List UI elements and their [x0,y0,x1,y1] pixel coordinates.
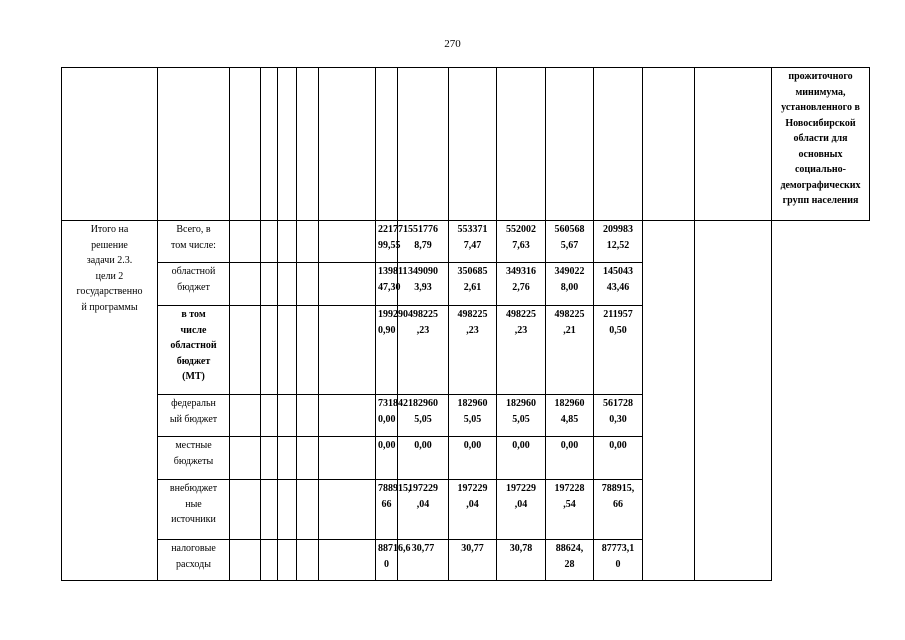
empty-cell [497,68,546,221]
empty-cell [319,437,376,480]
amount-cell: 561728 0,30 [594,395,643,437]
empty-cell [319,540,376,581]
empty-cell [261,68,278,221]
empty-cell [319,221,376,263]
amount-cell: 209983 12,52 [594,221,643,263]
empty-cell [230,263,261,306]
amount-cell: 498225 ,23 [398,306,449,395]
amount-cell: 0,00 [449,437,497,480]
empty-cell [695,221,772,581]
page-number: 270 [444,38,461,50]
empty-cell [319,263,376,306]
empty-cell [319,68,376,221]
empty-cell [297,395,319,437]
amount-cell: 30,77 [398,540,449,581]
empty-cell [278,480,297,540]
empty-cell [297,68,319,221]
table-body [62,68,870,581]
amount-cell: 30,77 [449,540,497,581]
empty-cell [230,395,261,437]
empty-cell [158,68,230,221]
amount-cell: 0,00 [376,437,398,480]
amount-cell: 199290 0,90 [376,306,398,395]
amount-cell: 498225 ,21 [546,306,594,395]
empty-cell [695,68,772,221]
empty-cell [230,480,261,540]
amount-cell: 88716,6 0 [376,540,398,581]
funding-source-cell: внебюджет ные источники [158,480,230,540]
table-row [62,221,870,263]
funding-source-cell: налоговые расходы [158,540,230,581]
empty-cell [62,68,158,221]
amount-cell: 221771 99,55 [376,221,398,263]
amount-cell: 349316 2,76 [497,263,546,306]
amount-cell: 139811 47,30 [376,263,398,306]
empty-cell [278,540,297,581]
amount-cell: 88624, 28 [546,540,594,581]
empty-cell [261,395,278,437]
empty-cell [297,540,319,581]
amount-cell: 788915, 66 [594,480,643,540]
empty-cell [297,306,319,395]
group-label-cell: Итого на решение задачи 2.3. цели 2 государственно й программы [62,221,158,581]
empty-cell [319,306,376,395]
empty-cell [594,68,643,221]
amount-cell: 197229 ,04 [398,480,449,540]
amount-cell: 0,00 [546,437,594,480]
amount-cell: 552002 7,63 [497,221,546,263]
empty-cell [278,437,297,480]
amount-cell: 349022 8,00 [546,263,594,306]
amount-cell: 553371 7,47 [449,221,497,263]
amount-cell: 0,00 [594,437,643,480]
empty-cell [297,263,319,306]
funding-source-cell: областной бюджет [158,263,230,306]
amount-cell: 349090 3,93 [398,263,449,306]
empty-cell [398,68,449,221]
amount-cell: 30,78 [497,540,546,581]
empty-cell [261,263,278,306]
empty-cell [319,480,376,540]
empty-cell [261,221,278,263]
amount-cell: 211957 0,50 [594,306,643,395]
budget-table [61,67,870,581]
empty-cell [297,480,319,540]
empty-cell [278,395,297,437]
amount-cell: 0,00 [497,437,546,480]
funding-source-cell: федеральн ый бюджет [158,395,230,437]
empty-cell [261,306,278,395]
empty-cell [261,480,278,540]
amount-cell: 197228 ,54 [546,480,594,540]
amount-cell: 731842 0,00 [376,395,398,437]
amount-cell: 498225 ,23 [497,306,546,395]
empty-cell [230,306,261,395]
amount-cell: 0,00 [398,437,449,480]
empty-cell [278,306,297,395]
empty-cell [230,68,261,221]
empty-cell [261,540,278,581]
amount-cell: 182960 5,05 [449,395,497,437]
empty-cell [376,68,398,221]
empty-cell [643,68,695,221]
funding-source-cell: в том числе областной бюджет (МТ) [158,306,230,395]
amount-cell: 560568 5,67 [546,221,594,263]
amount-cell: 87773,1 0 [594,540,643,581]
empty-cell [643,221,695,581]
funding-source-cell: Всего, в том числе: [158,221,230,263]
amount-cell: 551776 8,79 [398,221,449,263]
funding-source-cell: местные бюджеты [158,437,230,480]
empty-cell [261,437,278,480]
amount-cell: 145043 43,46 [594,263,643,306]
empty-cell [319,395,376,437]
amount-cell: 350685 2,61 [449,263,497,306]
amount-cell: 788915, 66 [376,480,398,540]
empty-cell [297,437,319,480]
empty-cell [278,68,297,221]
amount-cell: 197229 ,04 [449,480,497,540]
empty-cell [546,68,594,221]
empty-cell [230,540,261,581]
empty-cell [278,221,297,263]
header-continuation-row [62,68,870,221]
empty-cell [230,221,261,263]
empty-cell [230,437,261,480]
amount-cell: 182960 5,05 [497,395,546,437]
empty-cell [449,68,497,221]
empty-cell [297,221,319,263]
empty-cell [278,263,297,306]
amount-cell: 182960 4,85 [546,395,594,437]
amount-cell: 498225 ,23 [449,306,497,395]
amount-cell: 197229 ,04 [497,480,546,540]
indicator-note-cell: прожиточного минимума, установленного в Новосибирской области для основных социально- демографических групп населения [772,68,870,221]
amount-cell: 182960 5,05 [398,395,449,437]
